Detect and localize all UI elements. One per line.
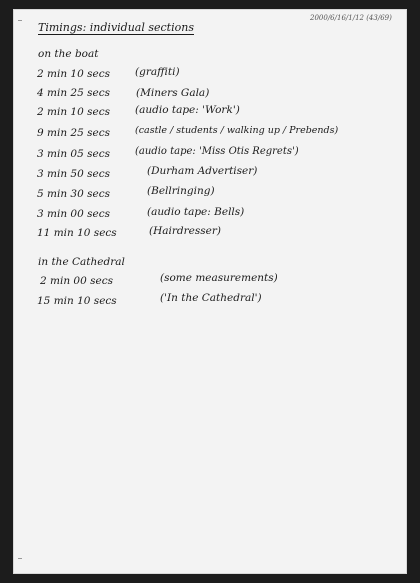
section-heading-boat: on the boat <box>38 48 99 60</box>
entry-time: 5 min 30 secs <box>37 188 111 200</box>
entry-time: 3 min 00 secs <box>37 208 111 220</box>
entry-time: 3 min 50 secs <box>37 168 111 180</box>
entry-desc: (Bellringing) <box>147 185 215 197</box>
entry-desc: (Miners Gala) <box>136 87 210 99</box>
entry-time: 4 min 25 secs <box>37 87 111 99</box>
entry-desc: (castle / students / walking up / Prebends) <box>135 125 339 136</box>
entry-time: 9 min 25 secs <box>37 127 111 139</box>
archive-reference: 2000/6/16/1/12 (43/69) <box>310 14 392 22</box>
page-title: Timings: individual sections <box>38 21 194 34</box>
entry-time: 2 min 10 secs <box>37 106 111 118</box>
entry-desc: (audio tape: 'Miss Otis Regrets') <box>135 146 299 157</box>
paper-sheet <box>13 9 407 574</box>
entry-desc: (audio tape: Bells) <box>147 206 245 218</box>
margin-mark <box>18 558 22 559</box>
section-heading-cathedral: in the Cathedral <box>38 256 125 268</box>
entry-desc: (Hairdresser) <box>149 225 221 237</box>
entry-time: 15 min 10 secs <box>37 295 117 307</box>
entry-desc: (some measurements) <box>160 272 278 284</box>
entry-desc: (audio tape: 'Work') <box>135 104 240 116</box>
entry-desc: (Durham Advertiser) <box>147 165 258 177</box>
entry-desc: ('In the Cathedral') <box>160 292 262 304</box>
margin-mark <box>18 20 22 21</box>
entry-desc: (graffiti) <box>135 66 180 78</box>
entry-time: 11 min 10 secs <box>37 227 117 239</box>
entry-time: 3 min 05 secs <box>37 148 111 160</box>
entry-time: 2 min 00 secs <box>40 275 114 287</box>
entry-time: 2 min 10 secs <box>37 68 111 80</box>
